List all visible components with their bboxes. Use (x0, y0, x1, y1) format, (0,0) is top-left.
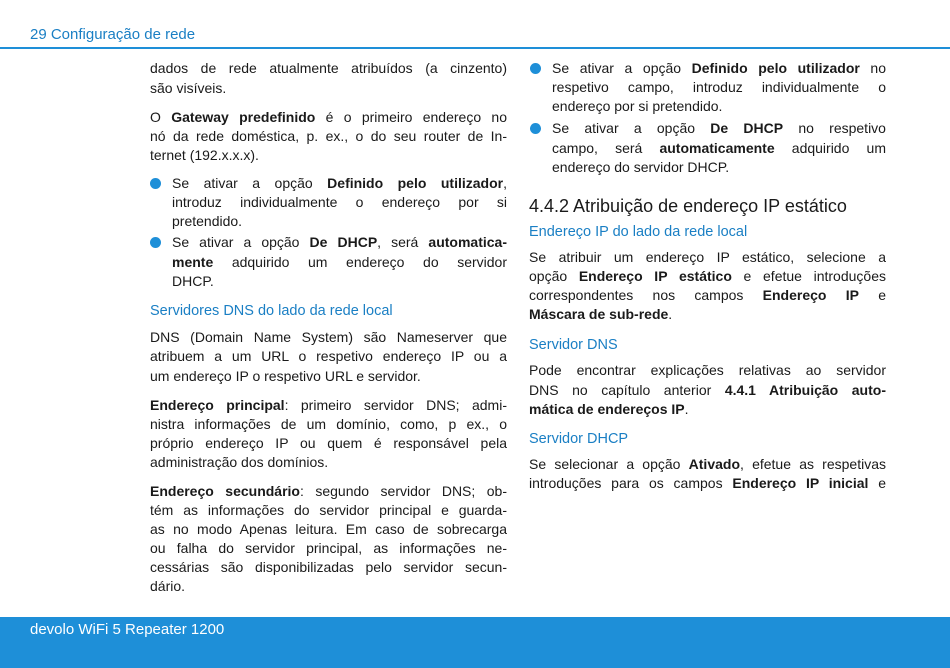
text-line: O Gateway predefinido é o primeiro endereço no (150, 109, 507, 125)
text-line: dados de rede atualmente atribuídos (a cinzento) (150, 60, 507, 76)
bullet-icon (530, 63, 541, 74)
text-line: introduções para os campos Endereço IP inicial e (529, 475, 886, 491)
bullet-icon (150, 237, 161, 248)
text-line: Se ativar a opção De DHCP, será automatica- (172, 234, 507, 250)
text-line: pretendido. (172, 213, 243, 229)
text-line: Se ativar a opção De DHCP no respetivo (552, 120, 886, 136)
text-line: Se atribuir um endereço IP estático, selecione a (529, 249, 886, 265)
text-line: Se selecionar a opção Ativado, efetue as respetivas (529, 456, 886, 472)
text-line: ternet (192.x.x.x). (150, 147, 259, 163)
text-line: endereço por si pretendido. (552, 98, 723, 114)
text-line: mática de endereços IP. (529, 401, 689, 417)
text-line: são visíveis. (150, 80, 227, 96)
bullet-icon (530, 123, 541, 134)
dns-server-heading: Servidor DNS (529, 337, 618, 353)
header-divider (0, 47, 950, 49)
text-line: tém as informações do servidor principal e guarda- (150, 502, 507, 518)
text-line: respetivo campo, introduz individualmente o (552, 79, 886, 95)
text-line: atribuem a um URL o respetivo endereço IP ou a (150, 348, 507, 364)
page-header-title: 29 Configuração de rede (30, 26, 196, 43)
text-line: Se ativar a opção Definido pelo utilizador no (552, 60, 886, 76)
text-line: Pode encontrar explicações relativas ao servidor (529, 362, 886, 378)
text-line: cessárias são disponibilizadas pelo servidor secun- (150, 559, 507, 575)
text-line: DNS no capítulo anterior 4.4.1 Atribuição auto- (529, 382, 886, 398)
text-line: ou falha do servidor principal, as informações ne- (150, 540, 507, 556)
text-line: mente adquirido um endereço do servidor (172, 254, 507, 270)
footer-product-name: devolo WiFi 5 Repeater 1200 (30, 621, 225, 638)
text-line: próprio endereço IP ou quem é responsável pela (150, 435, 507, 451)
text-line: administração dos domínios. (150, 454, 329, 470)
dns-servers-heading: Servidores DNS do lado da rede local (150, 303, 393, 319)
text-line: Se ativar a opção Definido pelo utilizador, (172, 175, 507, 191)
page-footer (0, 617, 950, 668)
text-line: campo, será automaticamente adquirido um (552, 140, 886, 156)
dhcp-server-heading: Servidor DHCP (529, 431, 629, 447)
ip-address-heading: Endereço IP do lado da rede local (529, 224, 748, 240)
text-line: introduz individualmente o endereço por si (172, 194, 507, 210)
text-line: as no modo Apenas leitura. Em caso de sobrecarga (150, 521, 507, 537)
text-line: correspondentes nos campos Endereço IP e (529, 287, 886, 303)
text-line: Endereço secundário: segundo servidor DNS; ob- (150, 483, 507, 499)
text-line: DHCP. (172, 273, 214, 289)
text-line: endereço do servidor DHCP. (552, 159, 730, 175)
text-line: dário. (150, 578, 186, 594)
text-line: DNS (Domain Name System) são Nameserver que (150, 329, 507, 345)
text-line: opção Endereço IP estático e efetue introduções (529, 268, 886, 284)
section-title: 4.4.2 Atribuição de endereço IP estático (529, 196, 847, 216)
text-line: Máscara de sub-rede. (529, 306, 673, 322)
text-line: um endereço IP o respetivo URL e servidor. (150, 368, 421, 384)
text-line: nistra informações de um domínio, como, p ex., o (150, 416, 507, 432)
page-header (0, 0, 950, 50)
text-line: Endereço principal: primeiro servidor DNS; admi- (150, 397, 507, 413)
bullet-icon (150, 178, 161, 189)
text-line: nó da rede doméstica, p. ex., o do seu router de In- (150, 128, 507, 144)
